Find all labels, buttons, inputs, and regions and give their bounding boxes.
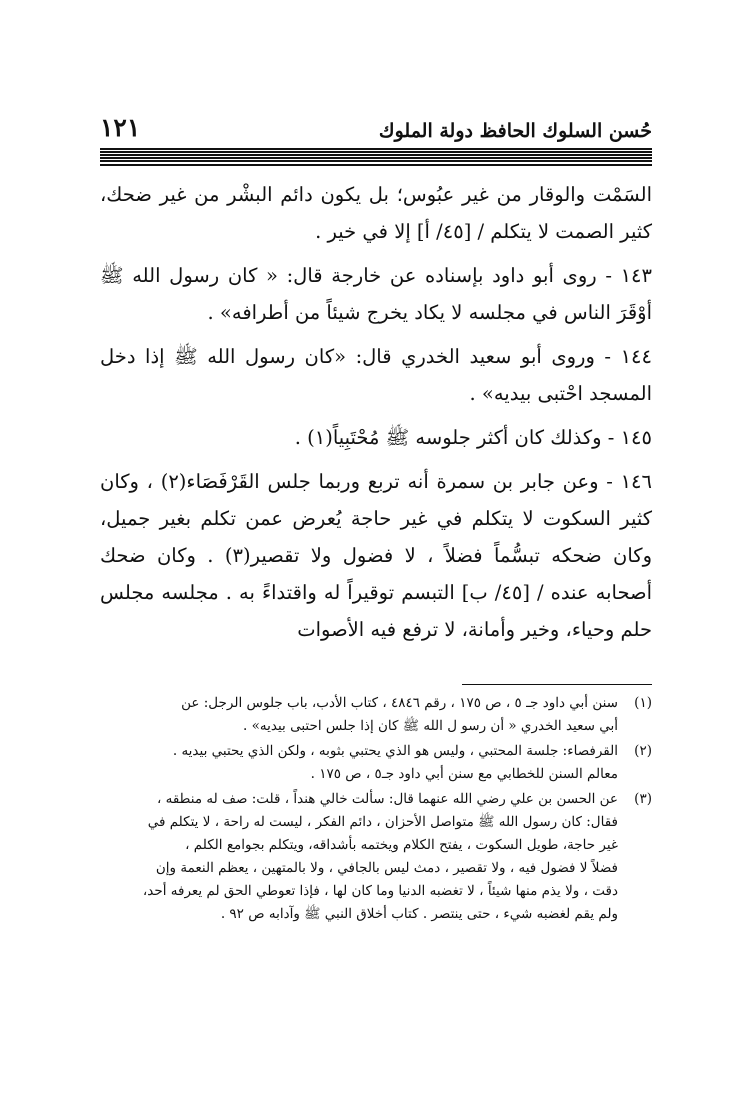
footnote-line: معالم السنن للخطابي مع سنن أبي داود جـ٥ ، ص ١٧٥ . — [310, 766, 618, 782]
main-text — [100, 176, 652, 655]
paragraph: ١٤٥ - وكذلك كان أكثر جلوسه ﷺ مُحْتَبِياً(١) . — [294, 426, 652, 449]
book-title: حُسن السلوك الحافظ دولة الملوك — [378, 120, 652, 142]
footnote-number: (١) — [634, 695, 652, 711]
footnote-number: (٢) — [634, 743, 652, 759]
running-header — [100, 108, 652, 142]
paragraph: ١٤٣ - روى أبو داود بإسناده عن خارجة قال: « كان رسول الله ﷺ أوْقَرَ الناس في مجلسه لا يكاد يخرج شيئاً من أطرافه» . — [100, 264, 652, 324]
footnote-line: فقال: كان رسول الله ﷺ متواصل الأحزان ، دائم الفكر ، ليست له راحة ، لا يتكلم في — [147, 814, 618, 830]
footnote-line: دقت ، ولا يذم منها شيئاً ، لا تغضبه الدنيا وما كان لها ، فإذا تعوطي الحق لم يعرفه أحد، — [142, 883, 618, 899]
footnote-line: فضلاً لا فضول فيه ، ولا تقصير ، دمث ليس بالجافي ، ولا بالمتهين ، يعظم النعمة وإن — [155, 860, 618, 876]
page-number: ١٢١ — [100, 113, 141, 142]
paragraph: ١٤٦ - وعن جابر بن سمرة أنه تربع وربما جلس القَرْفَصَاء(٢) ، وكان كثير السكوت لا يتكلم في غير حاجة يُعرض عمن تكلم بغير جميل، وكان ضحكه تبسُّماً فضلاً ، لا فضول ولا تقصير(٣) . وكان ضحك أصحابه عنده / [٤٥/ ب] التبسم توقيراً له واقتداءً به . مجلسه مجلس حلم وحياء، وخير وأمانة، لا ترفع فيه الأصوات — [100, 470, 653, 641]
footnote-line: أبي سعيد الخدري « أن رسو ل الله ﷺ كان إذا جلس احتبى بيديه» . — [243, 718, 618, 734]
footnote-line: سنن أبي داود جـ ٥ ، ص ١٧٥ ، رقم ٤٨٤٦ ، كتاب الأدب، باب جلوس الرجل: عن — [181, 695, 618, 711]
footnote — [96, 788, 652, 926]
footnote-line: غير حاجة، طويل السكوت ، يفتح الكلام ويختمه بأشداقه، ويتكلم بجوامع الكلم ، — [185, 837, 618, 853]
paragraph: ١٤٤ - وروى أبو سعيد الخدري قال: «كان رسول الله ﷺ إذا دخل المسجد احْتبى بيديه» . — [100, 345, 652, 405]
footnote — [96, 740, 652, 786]
footnote-separator — [462, 684, 652, 685]
header-rule — [100, 148, 652, 162]
footnote-line: ولم يقم لغضبه شيء ، حتى ينتصر . كتاب أخلاق النبي ﷺ وآدابه ص ٩٢ . — [220, 906, 618, 922]
header-rule-thin — [100, 164, 652, 166]
footnote — [96, 692, 652, 738]
paragraph: السَمْت والوقار من غير عبُوس؛ بل يكون دائم البشْر من غير ضحك، كثير الصمت لا يتكلم / [٤٥/ أ] إلا في خير . — [100, 183, 652, 243]
footnote-line: عن الحسن بن علي رضي الله عنهما قال: سألت خالي هنداً ، قلت: صف له منطقه ، — [156, 791, 618, 807]
footnote-number: (٣) — [634, 791, 652, 807]
footnote-line: القرفصاء: جلسة المحتبي ، وليس هو الذي يحتبي بثوبه ، ولكن الذي يحتبي بيديه . — [172, 743, 618, 759]
footnotes — [96, 692, 652, 928]
